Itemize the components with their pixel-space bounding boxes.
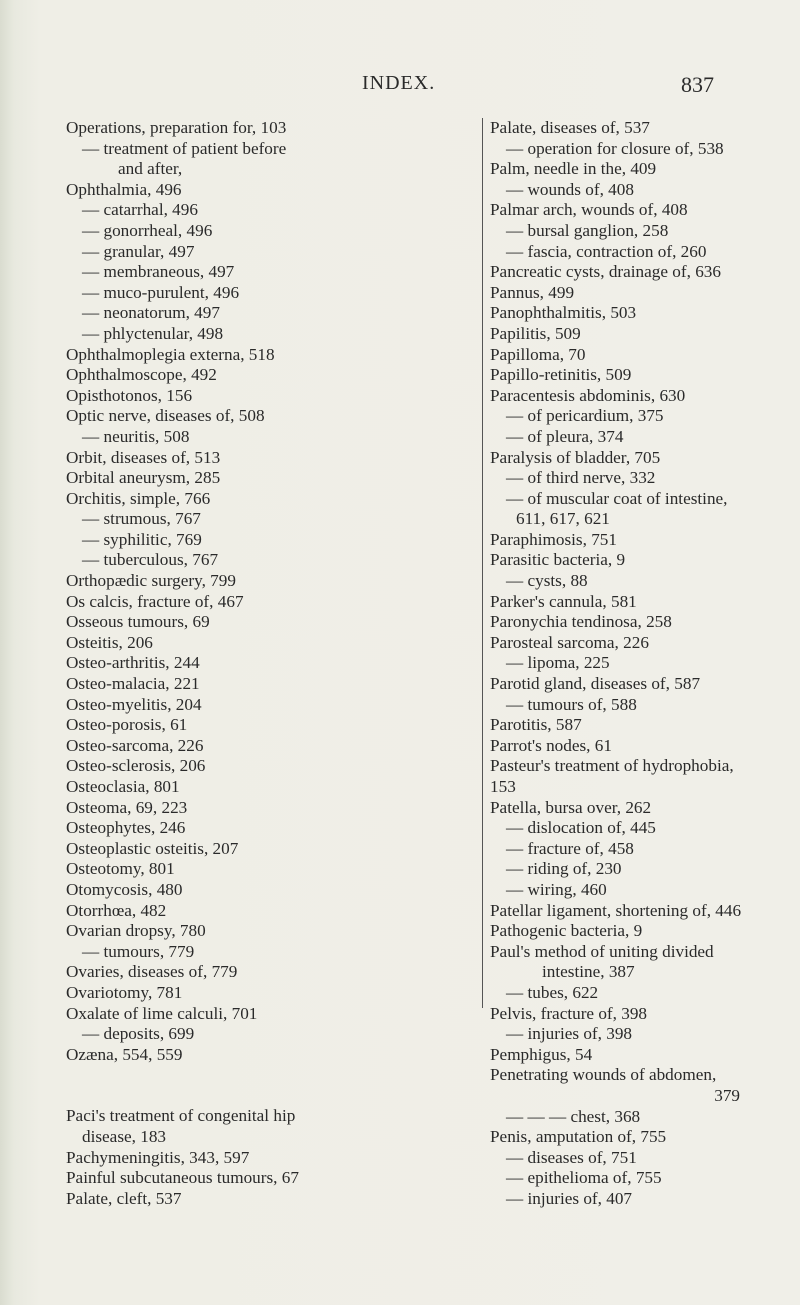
index-entry: Pachymeningitis, 343, 597	[66, 1147, 250, 1167]
index-entry: — fascia, contraction of, 260	[506, 241, 707, 261]
index-entry: Pannus, 499	[490, 282, 575, 302]
index-entry: Osteophytes, 246	[66, 818, 186, 838]
index-entry: Otomycosis, 480	[66, 879, 183, 899]
index-entry: Os calcis, fracture of, 467	[66, 591, 244, 611]
section-gap	[66, 1065, 470, 1106]
index-entry: Osteo-sarcoma, 226	[66, 735, 204, 755]
index-entry: — of third nerve, 332	[506, 468, 656, 488]
index-entry: — bursal ganglion, 258	[506, 220, 669, 240]
index-entry: Ophthalmoscope, 492	[66, 365, 217, 385]
index-entry: Parotitis, 587	[490, 715, 582, 735]
index-entry: — tuberculous, 767	[82, 550, 219, 570]
index-entry: Osteoplastic osteitis, 207	[66, 838, 239, 858]
index-entry: Parosteal sarcoma, 226	[490, 632, 649, 652]
index-entry: Orbit, diseases of, 513	[66, 447, 221, 467]
index-entry: — injuries of, 398	[506, 1024, 633, 1044]
page-header	[0, 72, 800, 102]
index-entry: — injuries of, 407	[506, 1188, 633, 1208]
index-entry: Parotid gland, diseases of, 587	[490, 674, 701, 694]
index-entry: Palmar arch, wounds of, 408	[490, 200, 688, 220]
index-entry: Pathogenic bacteria, 9	[490, 921, 643, 941]
index-entry: — riding of, 230	[506, 859, 622, 879]
index-entry: Optic nerve, diseases of, 508	[66, 406, 265, 426]
index-entry: Paralysis of bladder, 705	[490, 447, 661, 467]
index-entry: Ophthalmia, 496	[66, 179, 182, 199]
index-column-left	[66, 118, 470, 1209]
index-entry: Paracentesis abdominis, 630	[490, 385, 686, 405]
index-entry: Opisthotonos, 156	[66, 385, 193, 405]
index-entry: Osteoclasia, 801	[66, 777, 180, 796]
index-entry: Penis, amputation of, 755	[490, 1127, 667, 1147]
index-entry: disease, 183	[82, 1126, 167, 1146]
index-entry: — tumours of, 588	[506, 694, 637, 714]
index-entry: — tubes, 622	[506, 982, 599, 1002]
index-entry: — wiring, 460	[506, 879, 607, 899]
index-entry: 153	[490, 777, 516, 796]
index-entry: — treatment of patient before	[82, 138, 287, 158]
index-entry: Papillo-retinitis, 509	[490, 365, 632, 385]
index-entry: — operation for closure of, 538	[506, 138, 724, 158]
index-entry: — wounds of, 408	[506, 179, 634, 199]
index-entry: Osteo-porosis, 61	[66, 715, 188, 735]
index-entry: Osteoma, 69, 223	[66, 797, 188, 817]
index-entry: Patellar ligament, shortening of, 446	[490, 900, 742, 920]
index-entry: — — — chest, 368	[506, 1106, 641, 1126]
index-entry: Otorrhœa, 482	[66, 900, 167, 920]
index-entry: Parasitic bacteria, 9	[490, 550, 626, 570]
index-entry: Parrot's nodes, 61	[490, 735, 612, 755]
index-entry: 611, 617, 621	[516, 509, 610, 529]
index-entry: — granular, 497	[82, 241, 195, 261]
index-entry: Palate, cleft, 537	[66, 1188, 182, 1208]
index-entry: Osteo-myelitis, 204	[66, 694, 202, 714]
index-entry: — fracture of, 458	[506, 838, 634, 858]
index-entry: Osteo-arthritis, 244	[66, 653, 200, 673]
index-entry: Ozæna, 554, 559	[66, 1044, 183, 1064]
index-entry: Palate, diseases of, 537	[490, 118, 650, 137]
index-entry: Osseous tumours, 69	[66, 612, 210, 632]
index-entry: Papilloma, 70	[490, 344, 586, 364]
index-entry: — diseases of, 751	[506, 1147, 637, 1167]
index-entry: Ophthalmoplegia externa, 518	[66, 344, 275, 364]
index-entry: Paul's method of uniting divided	[490, 941, 714, 961]
index-entry: intestine, 387	[542, 962, 635, 982]
index-entry: and after,	[118, 159, 183, 179]
index-entry: — muco-purulent, 496	[82, 282, 240, 302]
page-title: INDEX.	[362, 72, 436, 94]
index-entry: — syphilitic, 769	[82, 529, 202, 549]
index-entry: — membraneous, 497	[82, 262, 235, 282]
index-entry: Penetrating wounds of abdomen,	[490, 1065, 717, 1085]
index-entry: Orthopædic surgery, 799	[66, 571, 236, 591]
index-entry: — neuritis, 508	[82, 426, 190, 446]
index-entry: — of muscular coat of intestine,	[506, 488, 728, 508]
index-entry: Orbital aneurysm, 285	[66, 468, 221, 488]
index-entry: — dislocation of, 445	[506, 818, 656, 838]
index-entry: Oxalate of lime calculi, 701	[66, 1003, 258, 1023]
index-column-right	[490, 118, 770, 1209]
index-entry: Pasteur's treatment of hydrophobia,	[490, 756, 734, 776]
index-entry: Pancreatic cysts, drainage of, 636	[490, 262, 721, 282]
index-entry: — of pleura, 374	[506, 426, 624, 446]
index-entry: Panophthalmitis, 503	[490, 303, 637, 323]
index-entry: Osteo-sclerosis, 206	[66, 756, 206, 776]
index-entry: Pemphigus, 54	[490, 1044, 593, 1064]
index-entry: 379	[714, 1085, 740, 1105]
page-number: 837	[681, 72, 714, 97]
column-divider	[482, 118, 483, 1008]
index-entry: — gonorrheal, 496	[82, 220, 213, 240]
index-entry: Parker's cannula, 581	[490, 591, 637, 611]
index-entry: Painful subcutaneous tumours, 67	[66, 1168, 299, 1188]
index-entry: — neonatorum, 497	[82, 303, 220, 323]
index-entry: Papilitis, 509	[490, 323, 581, 343]
index-entry: — cysts, 88	[506, 571, 588, 591]
index-entry: Ovariotomy, 781	[66, 982, 183, 1002]
index-entry: Orchitis, simple, 766	[66, 488, 211, 508]
index-entry: Operations, preparation for, 103	[66, 118, 287, 137]
index-entry: — catarrhal, 496	[82, 200, 198, 220]
index-entry: Palm, needle in the, 409	[490, 159, 657, 179]
index-entry: Paraphimosis, 751	[490, 529, 617, 549]
index-entry: — lipoma, 225	[506, 653, 610, 673]
index-entry: Paronychia tendinosa, 258	[490, 612, 672, 632]
index-entry: — deposits, 699	[82, 1024, 195, 1044]
index-entry: — epithelioma of, 755	[506, 1168, 662, 1188]
index-entry: — of pericardium, 375	[506, 406, 664, 426]
index-entry: Osteo-malacia, 221	[66, 674, 200, 694]
index-entry: Ovaries, diseases of, 779	[66, 962, 238, 982]
index-entry: Osteotomy, 801	[66, 859, 175, 879]
index-entry: — strumous, 767	[82, 509, 201, 529]
index-entry: Paci's treatment of congenital hip	[66, 1106, 296, 1126]
index-entry: — phlyctenular, 498	[82, 323, 224, 343]
index-entry: Patella, bursa over, 262	[490, 797, 652, 817]
index-entry: — tumours, 779	[82, 941, 195, 961]
index-entry: Osteitis, 206	[66, 632, 153, 652]
index-entry: Ovarian dropsy, 780	[66, 921, 206, 941]
index-entry: Pelvis, fracture of, 398	[490, 1003, 648, 1023]
